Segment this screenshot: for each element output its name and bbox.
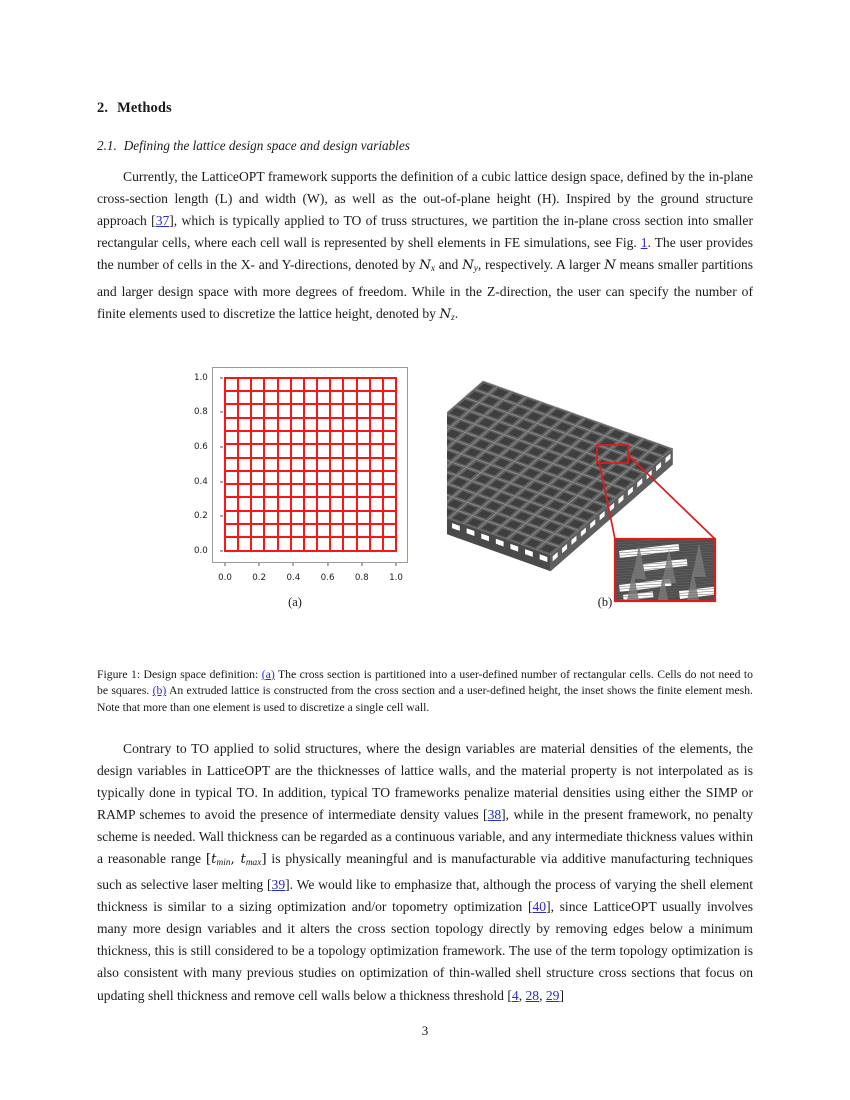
math-ny: N bbox=[462, 258, 474, 274]
citation-link-38[interactable]: 38 bbox=[487, 806, 502, 822]
y-tick-label: 0.6 bbox=[194, 441, 208, 452]
citation-link-39[interactable]: 39 bbox=[271, 877, 286, 893]
math-bracket-close: ] bbox=[261, 851, 267, 867]
x-tick-mark bbox=[259, 563, 260, 566]
y-tick-label: 0.2 bbox=[194, 511, 208, 522]
text-run: , bbox=[539, 987, 546, 1003]
text-run: . The user provides the number of cells in the X- and Y-directions, denoted by bbox=[97, 235, 753, 273]
y-tick-label: 1.0 bbox=[194, 372, 208, 383]
figure-1 bbox=[97, 359, 753, 659]
subfigure-label-b: (b) bbox=[597, 594, 613, 609]
y-tick-label: 0.8 bbox=[194, 407, 208, 418]
figure-ref-link-1[interactable]: 1 bbox=[640, 235, 648, 251]
text-run: means smaller partitions and larger design space with more degrees of freedom. While in the Z-direction, the user can specify the number of finite elements used to discretize the lattice height, denoted by bbox=[97, 257, 753, 321]
citation-link-29[interactable]: 29 bbox=[545, 987, 560, 1003]
x-tick-mark bbox=[361, 563, 362, 566]
citation-link-28[interactable]: 28 bbox=[525, 987, 540, 1003]
section-number: 2. bbox=[97, 100, 109, 116]
text-run: and bbox=[435, 257, 463, 273]
text-run: ]. We would like to emphasize that, although the process of varying the shell element thickness is similar to a sizing optimization and/or topometry optimization [ bbox=[97, 877, 753, 915]
figure-caption bbox=[97, 659, 753, 717]
figure-panel-a bbox=[175, 361, 425, 589]
extruded-lattice-render bbox=[447, 359, 747, 609]
text-run: Figure 1: Design space definition: bbox=[97, 667, 262, 681]
text-run: Contrary to TO applied to solid structures, where the design variables are material densities of the elements, the design variables in LatticeOPT are the thicknesses of lattice walls, and the material property is not interpolated as is typically done in typical TO. In addition, typical TO frameworks penalize material densities using either the SIMP or RAMP schemes to avoid the presence of intermediate density values [ bbox=[97, 740, 753, 822]
subfigure-label-a: (a) bbox=[288, 594, 302, 609]
math-n: N bbox=[604, 258, 616, 274]
math-nx: N bbox=[419, 258, 431, 274]
math-ny-subscript: y bbox=[473, 264, 478, 275]
math-bracket-open: [ bbox=[205, 851, 212, 867]
x-axis-ticks: 0.0 0.2 0.4 0.6 0.8 1.0 bbox=[213, 368, 407, 562]
text-run: , bbox=[518, 987, 526, 1003]
page-content bbox=[97, 0, 753, 1100]
citation-link-37[interactable]: 37 bbox=[155, 213, 170, 229]
caption-tag-b[interactable]: (b) bbox=[152, 684, 167, 698]
subsection-number: 2.1. bbox=[97, 138, 117, 153]
caption-tag-a[interactable]: (a) bbox=[261, 667, 275, 681]
citation-link-4[interactable]: 4 bbox=[511, 987, 519, 1003]
math-nz: N bbox=[439, 306, 452, 322]
text-run: ], while in the present framework, no penalty scheme is needed. Wall thickness can be regarded as a continuous variable, and any intermediate thickness values within a reasonable range bbox=[97, 806, 753, 866]
section-heading bbox=[97, 0, 753, 117]
page-number: 3 bbox=[421, 1023, 429, 1038]
x-tick-mark bbox=[395, 563, 396, 566]
text-run: ], which is typically applied to TO of truss structures, we partition the in-plane cross section into smaller rectangular cells, where each cell wall is represented by shell elements in FE simulations, see Fig. bbox=[97, 213, 753, 251]
x-tick-mark bbox=[224, 563, 225, 566]
text-run: . bbox=[454, 305, 459, 321]
math-nx-subscript: x bbox=[430, 264, 436, 275]
y-tick-label: 0.4 bbox=[194, 476, 208, 487]
paragraph-discussion bbox=[97, 717, 753, 1007]
citation-link-40[interactable]: 40 bbox=[532, 899, 547, 915]
text-run: is physically meaningful and is manufacturable via additive manufacturing techniques such as selective laser melting [ bbox=[97, 850, 753, 893]
text-run: ] bbox=[559, 987, 564, 1003]
text-run: , respectively. A larger bbox=[477, 257, 605, 273]
math-t-max: t bbox=[240, 851, 246, 867]
subsection-title: Defining the lattice design space and design variables bbox=[123, 138, 410, 153]
text-run: An extruded lattice is constructed from the cross section and a user-defined height, the inset shows the finite element mesh. Note that more than one element is used to discretize a single cell wall. bbox=[97, 684, 753, 714]
y-tick-label: 0.0 bbox=[194, 545, 208, 556]
section-title: Methods bbox=[117, 100, 172, 116]
math-t-max-subscript: max bbox=[245, 858, 262, 868]
paragraph-intro bbox=[97, 154, 753, 329]
text-run: The cross section is partitioned into a user-defined number of rectangular cells. Cells do not need to be squares. bbox=[97, 667, 753, 698]
text-run: ], since LatticeOPT usually involves many more design variables and it alters the cross section topology directly by removing edges below a minimum thickness, this is still considered to be a topology optimization framework. The use of the term topology optimization is also consistent with many previous studies on optimization of thin-walled shell structure cross sections that focus on updating shell thickness and remove cell walls below a thickness threshold [ bbox=[97, 899, 754, 1003]
figure-panel-b bbox=[447, 359, 747, 609]
math-comma: , bbox=[230, 851, 241, 867]
subsection-heading bbox=[97, 117, 753, 154]
text-run: Currently, the LatticeOPT framework supports the definition of a cubic lattice design space, defined by the in-plane cross-section length (L) and width (W), as well as the out-of-plane height (H). Inspired by the ground structure approach [ bbox=[97, 169, 753, 229]
x-tick-mark bbox=[293, 563, 294, 566]
math-nz-subscript: z bbox=[451, 312, 455, 323]
math-t-min: t bbox=[211, 851, 217, 867]
x-tick-mark bbox=[327, 563, 328, 566]
plot-axes-frame bbox=[194, 367, 408, 583]
math-t-min-subscript: min bbox=[216, 858, 231, 868]
